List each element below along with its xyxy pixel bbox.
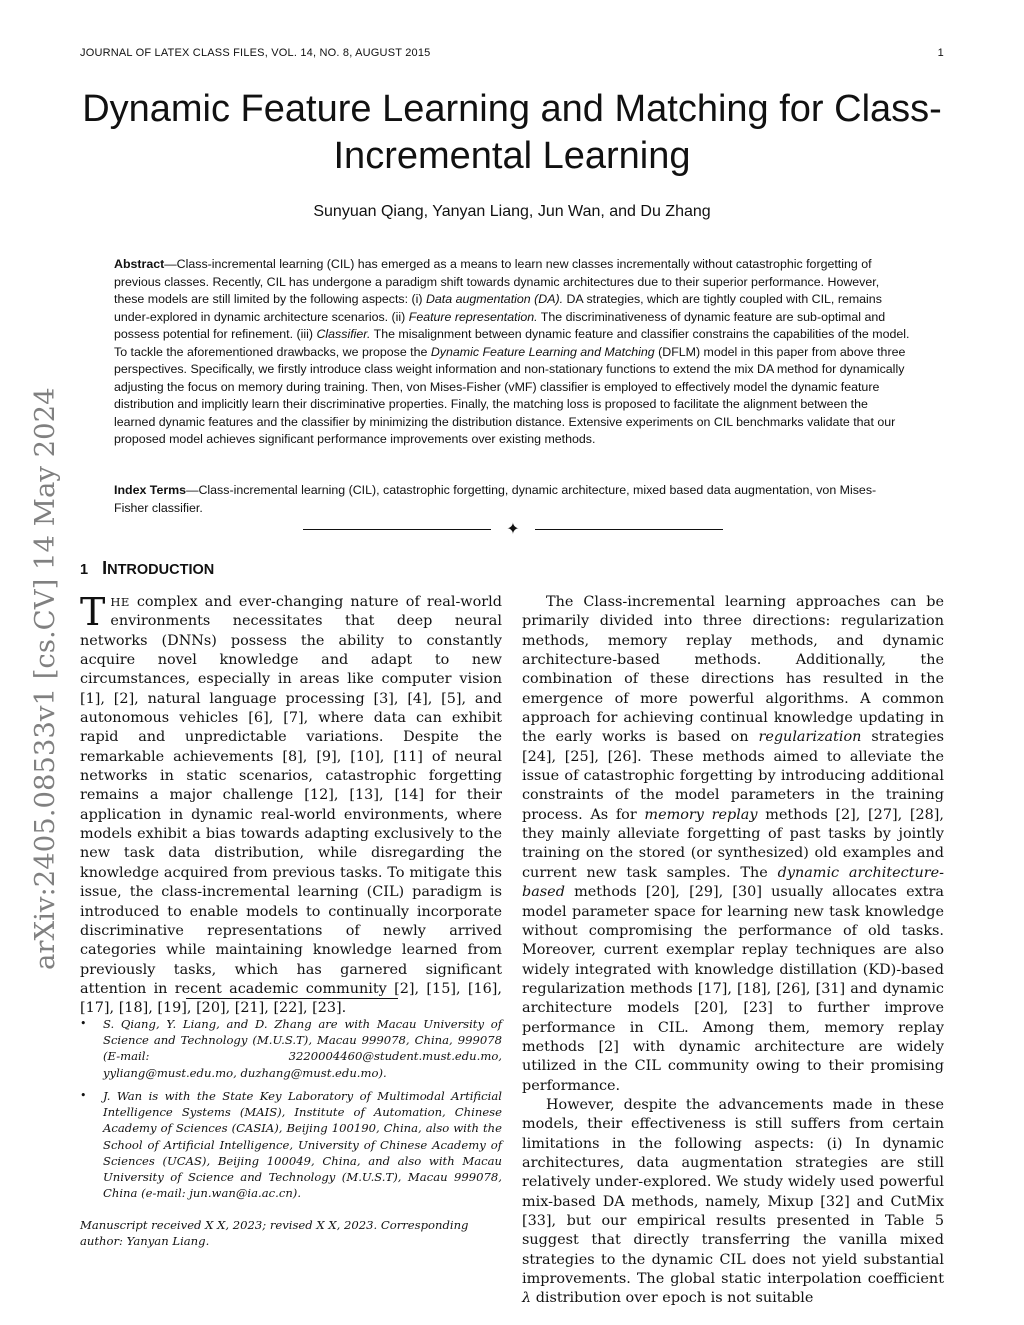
section-title-rest: NTRODUCTION bbox=[107, 562, 215, 578]
arxiv-identifier: arXiv:2405.08533v1 [cs.CV] 14 May 2024 bbox=[29, 387, 61, 970]
drop-cap: T bbox=[80, 590, 106, 634]
intro-text: complex and ever-changing nature of real-world environments necessitates that deep neural networks (DNNs) possess the ability to constantly acquire novel knowledge and adapt to new circumstances, especially in areas like computer vision [1], [2], natural language processing [3], [4], [5], and autonomous vehicles [6], [7], where data can exhibit rapid and unpredictable variations. Despite the remarkable achievements [8], [9], [10], [11] of neural networks in static scenarios, catastrophic forgetting remains a major challenge [12], [13], [14] for their application in dynamic real-world environments, where models exhibit a bias towards adapting exclusively to the new task data distribution, while disregarding the knowledge acquired from previous tasks. To mitigate this issue, the class-incremental learning (CIL) paradigm is introduced to enable models to continually incorporate discriminative representations of newly arrived categories while maintaining knowledge learned from previously tasks, which has garnered significant attention in recent academic community [2], [15], [16], [17], [18], [19], [20], [21], [22], [23]. bbox=[80, 594, 502, 1017]
diamond-icon: ✦ bbox=[506, 519, 520, 538]
intro-paragraph-left bbox=[80, 590, 502, 1019]
bullet-icon: • bbox=[80, 1017, 87, 1030]
abstract bbox=[114, 256, 910, 449]
page-number: 1 bbox=[937, 47, 944, 59]
abstract-text: (DFLM) model in this paper from above three perspectives. Specifically, we firstly introduce class weight information and non-stationary functions to extend the mix DA method for dynamically adjusting the focus on memory during training. Then, von Mises-Fisher (vMF) classifier is employed to effectively model the dynamic feature distribution and implicitly learn their discriminative properties. Finally, the matching loss is proposed to facilitate the alignment between the learned dynamic features and the classifier by minimizing the distribution distance. Extensive experiments on CIL benchmarks validate that our proposed model achieves significant performance improvements over existing methods. bbox=[114, 344, 906, 447]
body-text: strategies [24], [25], [26]. These methods aimed to alleviate the issue of catastrophic forgetting by introducing additional constraints of the model parameters in the training process. As for bbox=[522, 729, 945, 823]
divider-line-right bbox=[535, 529, 723, 530]
affiliation-footnote: S. Qiang, Y. Liang, and D. Zhang are with Macau University of Science and Technology (M.U.S.T), Macau 999078, China, 999078 (E-mail: 3220004460@student.must.edu.mo, yyliang@must.edu.mo, duzhang@must.edu.mo). bbox=[103, 1017, 502, 1080]
index-terms-text: —Class-incremental learning (CIL), catastrophic forgetting, dynamic architecture, mixed based data augmentation, von Mises-Fisher classifier. bbox=[114, 483, 877, 515]
section-divider bbox=[303, 520, 723, 540]
body-emphasis: regularization bbox=[758, 729, 862, 746]
body-text: distribution over epoch is not suitable bbox=[531, 1290, 814, 1307]
small-caps-lead: HE bbox=[110, 595, 130, 609]
body-emphasis: memory replay bbox=[644, 806, 758, 823]
section-number: 1 bbox=[80, 562, 89, 578]
section-initial: I bbox=[102, 558, 108, 578]
body-paragraph bbox=[522, 593, 944, 1096]
abstract-emphasis: Dynamic Feature Learning and Matching bbox=[430, 344, 655, 359]
index-terms bbox=[114, 482, 910, 517]
abstract-emphasis: Classifier. bbox=[316, 327, 371, 342]
lambda-symbol: λ bbox=[522, 1290, 532, 1307]
body-text: However, despite the advancements made in these models, their effectiveness is still suffers from certain limitations in the following aspects: (i) In dynamic architectures, data augmentation strategies are still relatively under-explored. We study widely used powerful mix-based DA methods, namely, Mixup [32] and CutMix [33], but our empirical results presented in Table 5 suggest that directly transferring the vanilla mixed strategies to the dynamic CIL does not yield substantial improvements. The global static interpolation coefficient bbox=[522, 1096, 944, 1288]
abstract-text: The discriminativeness of dynamic feature are sub-optimal and possess potential for refinement. (iii) bbox=[114, 309, 886, 342]
abstract-emphasis: Feature representation. bbox=[408, 309, 538, 324]
footnote-rule bbox=[186, 998, 398, 999]
index-terms-label: Index Terms bbox=[114, 483, 187, 497]
abstract-label: Abstract bbox=[114, 257, 165, 271]
abstract-text: DA strategies, which are tightly coupled with CIL, remains under-explored in dynamic architecture scenarios. (ii) bbox=[114, 292, 882, 324]
body-paragraph bbox=[522, 1096, 944, 1309]
affiliation-footnote: J. Wan is with the State Key Laboratory of Multimodal Artificial Intelligence Systems (MAIS), Institute of Automation, Chinese Academy of Sciences (CASIA), Beijing 100190, China, also with the School of Artificial Intelligence, University of Chinese Academy of Sciences (UCAS), Beijing 100049, China, and also with Macau University of Science and Technology (M.U.S.T), Macau 999078, China (e-mail: jun.wan@ia.ac.cn). bbox=[103, 1089, 502, 1201]
abstract-text: The misalignment between dynamic feature and classifier constrains the capabilities of the model. To tackle the aforementioned drawbacks, we propose the bbox=[114, 327, 910, 359]
abstract-emphasis: Data augmentation (DA). bbox=[425, 292, 564, 307]
bullet-icon: • bbox=[80, 1089, 87, 1102]
body-text: methods [20], [29], [30] usually allocates extra model parameter space for learning new task knowledge without compromising the performance of old tasks. Moreover, current exemplar replay techniques are also widely integrated with knowledge distillation (KD)-based regularization methods [17], [18], [26], [31] and dynamic architecture models [20], [23] to further improve performance in CIL. Among them, memory replay methods [2] with dynamic architecture are widely utilized in the CIL community owing to their promising performance. bbox=[522, 884, 944, 1094]
body-emphasis: dynamic architecture-based bbox=[522, 864, 944, 901]
manuscript-note: Manuscript received X X, 2023; revised X X, 2023. Corresponding author: Yanyan Liang. bbox=[80, 1218, 469, 1249]
body-text: methods [2], [27], [28], they mainly alleviate forgetting of past tasks by jointly training on the stored (or synthesized) old examples and current new task samples. The bbox=[522, 806, 944, 881]
intro-column-right bbox=[522, 593, 944, 1309]
paper-title: Dynamic Feature Learning and Matching for Class-Incremental Learning bbox=[82, 88, 942, 177]
journal-name: JOURNAL OF LATEX CLASS FILES, VOL. 14, NO. 8, AUGUST 2015 bbox=[80, 47, 431, 59]
section-heading bbox=[80, 558, 214, 579]
running-header bbox=[80, 47, 944, 59]
author-list: Sunyuan Qiang, Yanyan Liang, Jun Wan, and Du Zhang bbox=[313, 203, 711, 220]
body-text: The Class-incremental learning approaches can be primarily divided into three directions: regularization methods, memory replay methods, and dynamic architecture-based methods. Additionally, the combination of these directions has resulted in the emergence of more powerful algorithms. A common approach for achieving continual knowledge updating in the early works is based on bbox=[522, 594, 944, 746]
abstract-text: —Class-incremental learning (CIL) has emerged as a means to learn new classes incrementally without catastrophic forgetting of previous classes. Recently, CIL has undergone a paradigm shift towards dynamic architectures due to their superior performance. However, these models are still limited by the following aspects: (i) bbox=[114, 257, 880, 307]
divider-line-left bbox=[303, 529, 491, 530]
